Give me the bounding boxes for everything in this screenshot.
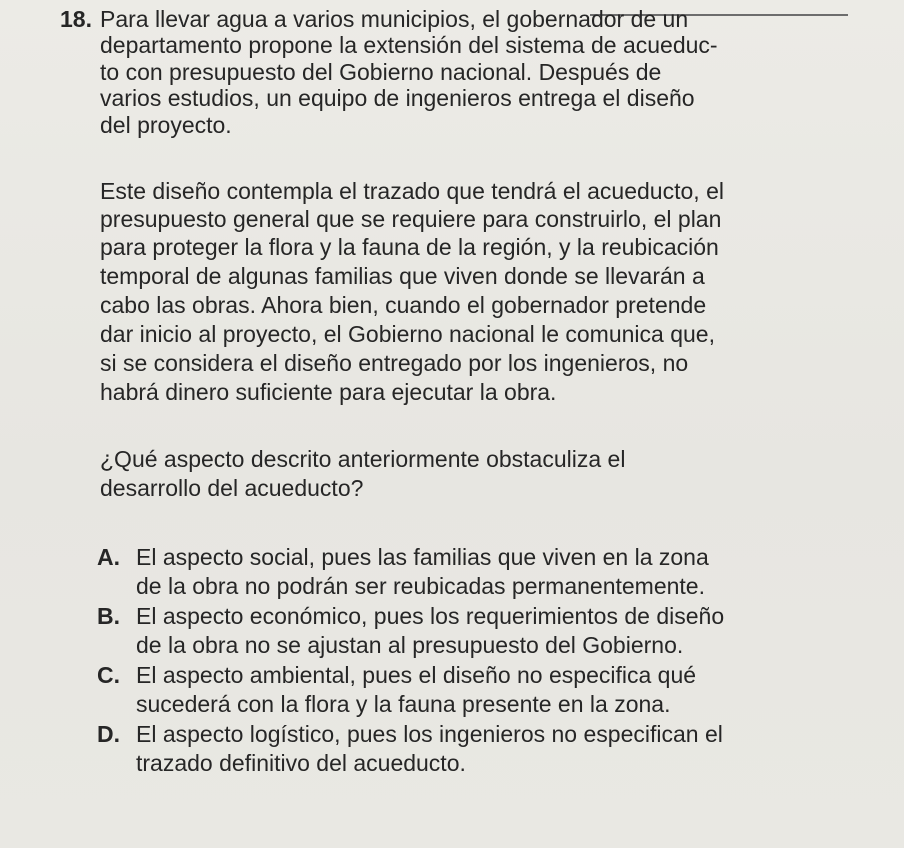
intro-line: Para llevar agua a varios municipios, el gobernador de un: [100, 6, 689, 32]
option-letter: C.: [97, 662, 120, 688]
intro-line: to con presupuesto del Gobierno nacional. Después de: [100, 59, 662, 85]
body-line: temporal de algunas familias que viven donde se llevarán a: [100, 263, 705, 289]
body-line: dar inicio al proyecto, el Gobierno nacional le comunica que,: [100, 321, 715, 347]
question-number: 18.: [60, 6, 92, 32]
body-line: cabo las obras. Ahora bien, cuando el gobernador pretende: [100, 292, 707, 318]
option-letter: D.: [97, 721, 120, 747]
body-line: para proteger la flora y la fauna de la región, y la reubicación: [100, 234, 719, 260]
body-line: si se considera el diseño entregado por los ingenieros, no: [100, 350, 689, 376]
body-line: presupuesto general que se requiere para construirlo, el plan: [100, 206, 722, 232]
option-line: trazado definitivo del acueducto.: [136, 750, 466, 776]
prompt-line: ¿Qué aspecto descrito anteriormente obstaculiza el: [100, 446, 626, 472]
intro-line: varios estudios, un equipo de ingenieros entrega el diseño: [100, 85, 695, 111]
option-line: El aspecto económico, pues los requerimientos de diseño: [136, 603, 725, 629]
option-line: de la obra no podrán ser reubicadas permanentemente.: [136, 573, 705, 599]
intro-line: del proyecto.: [100, 112, 232, 138]
option-line: El aspecto logístico, pues los ingenieros no especifican el: [136, 721, 723, 747]
option-line: de la obra no se ajustan al presupuesto del Gobierno.: [136, 632, 684, 658]
option-line: El aspecto social, pues las familias que viven en la zona: [136, 544, 709, 570]
option-letter: B.: [97, 603, 120, 629]
prompt-line: desarrollo del acueducto?: [100, 475, 364, 501]
body-line: habrá dinero suficiente para ejecutar la obra.: [100, 379, 557, 405]
body-line: Este diseño contempla el trazado que tendrá el acueducto, el: [100, 178, 724, 204]
option-line: El aspecto ambiental, pues el diseño no especifica qué: [136, 662, 697, 688]
intro-line: departamento propone la extensión del sistema de acueduc-: [100, 32, 718, 58]
option-letter: A.: [97, 544, 120, 570]
option-line: sucederá con la flora y la fauna presente en la zona.: [136, 691, 671, 717]
